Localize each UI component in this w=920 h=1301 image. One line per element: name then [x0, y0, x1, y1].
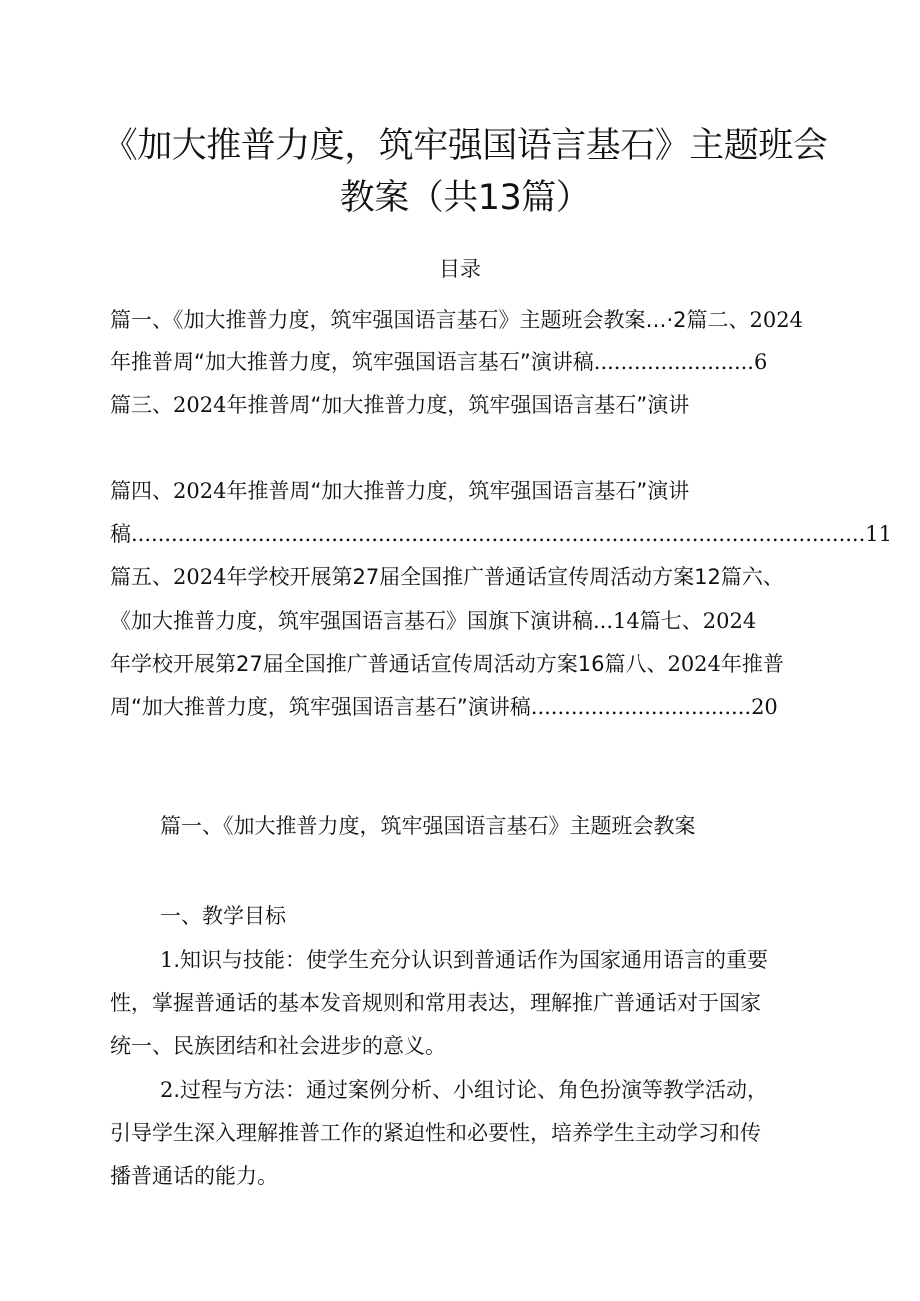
toc-entry-3[interactable]: [110, 390, 840, 420]
list-number: 1: [160, 948, 174, 972]
toc-entry-text: 篇五、: [110, 565, 173, 589]
toc-page-number: 6: [753, 350, 768, 374]
toc-heading: 目录: [439, 257, 481, 281]
toc-entry-text: 篇三、: [110, 393, 173, 417]
toc-entry-text-cont: 年推普周“加大推普力度，筑牢强国语言基石”演讲: [226, 479, 690, 503]
toc-entry-text-cont: 年学校开展第27届全国推广普通话宣传周活动方案12篇六、: [226, 565, 784, 589]
toc-entry-text-cont: 篇七、: [639, 609, 703, 633]
paragraph-text: .过程与方法：通过案例分析、小组讨论、角色扮演等教学活动，: [173, 1078, 769, 1102]
toc-entry-8[interactable]: [110, 692, 840, 722]
toc-entry-year: 2024: [173, 479, 227, 503]
paragraph-line: 引导学生深入理解推普工作的紧迫性和必要性，培养学生主动学习和传: [110, 1121, 761, 1145]
toc-page-number: 11: [865, 522, 893, 546]
toc-entry-year: 2024: [173, 393, 227, 417]
toc-entry-text: 年推普周“加大推普力度，筑牢强国语言基石”演讲稿: [110, 350, 594, 374]
toc-entry-text: 篇一、《加大推普力度，筑牢强国语言基石》主题班会教案…·2篇二、: [110, 308, 750, 332]
toc-entry-year: 2024: [702, 609, 757, 633]
paragraph-line: [160, 945, 768, 975]
toc-entry-6[interactable]: [110, 606, 840, 636]
toc-entry-5[interactable]: [110, 562, 840, 592]
paragraph-line: 统一、民族团结和社会进步的意义。: [110, 1034, 446, 1058]
document-title: [60, 120, 870, 224]
toc-page-number: 20: [751, 695, 778, 719]
section-heading: 篇一、《加大推普力度，筑牢强国语言基石》主题班会教案: [160, 814, 696, 838]
toc-leader-dots: ...: [593, 609, 614, 633]
toc-page-number: 14: [613, 609, 640, 633]
toc-entry-text: 年学校开展第27届全国推广普通话宣传周活动方案16篇八、: [110, 652, 668, 676]
paragraph-line: [160, 1075, 768, 1105]
toc-entry-text: 周“加大推普力度，筑牢强国语言基石”演讲稿: [110, 695, 531, 719]
toc-leader-dots: .................................: [530, 695, 752, 719]
toc-leader-dots: ........................: [593, 350, 754, 374]
toc-entry-text: 稿: [110, 522, 131, 546]
document-title-line-1: 《加大推普力度，筑牢强国语言基石》主题班会: [102, 126, 828, 166]
toc-leader-dots: ..............................................................................................................: [131, 522, 866, 546]
toc-entry-year: 2024: [667, 652, 721, 676]
toc-entry-1[interactable]: [110, 305, 840, 335]
toc-entry-4-cont[interactable]: [110, 519, 893, 549]
list-number: 2: [160, 1078, 174, 1102]
paragraph-line: 性，掌握普通话的基本发音规则和常用表达，理解推广普通话对于国家: [110, 991, 761, 1015]
paragraph-line: 播普通话的能力。: [110, 1164, 278, 1188]
toc-entry-text-cont: 年推普周“加大推普力度，筑牢强国语言基石”演讲: [226, 393, 690, 417]
document-title-line-2: 教案（共13篇）: [339, 178, 591, 218]
paragraph-text: .知识与技能：使学生充分认识到普通话作为国家通用语言的重要: [173, 948, 769, 972]
toc-entry-2[interactable]: [110, 347, 840, 377]
toc-entry-year: 2024: [173, 565, 227, 589]
sub-heading: 一、教学目标: [160, 904, 286, 928]
toc-entry-text-cont: 年推普: [720, 652, 784, 676]
toc-entry-number: 2024: [749, 308, 803, 332]
toc-entry-text: 篇四、: [110, 479, 173, 503]
toc-entry-7[interactable]: [110, 649, 840, 679]
toc-entry-4[interactable]: [110, 476, 840, 506]
toc-entry-text: 《加大推普力度，筑牢强国语言基石》国旗下演讲稿: [110, 609, 593, 633]
